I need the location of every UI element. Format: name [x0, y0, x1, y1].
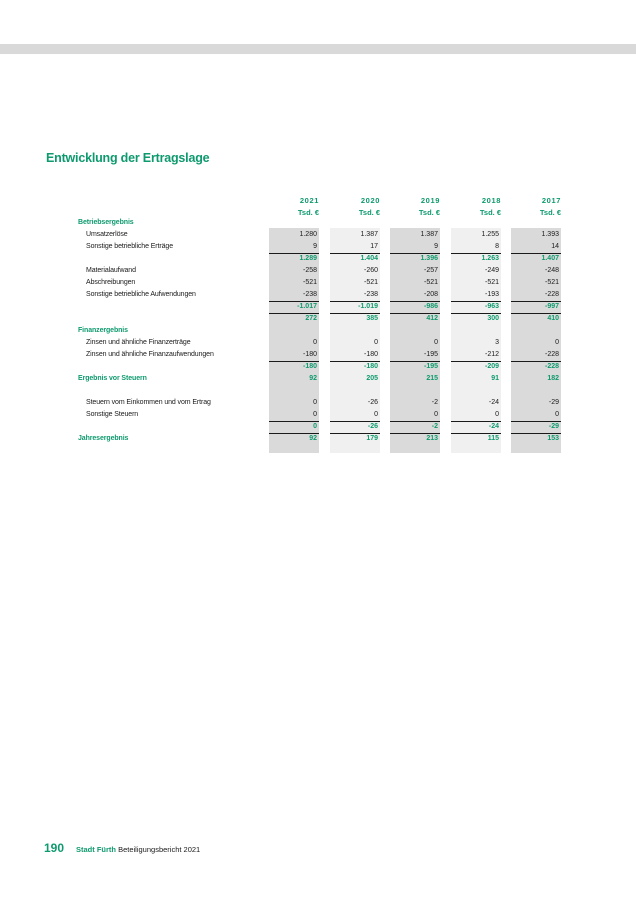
cell-value: 1.407 [541, 255, 559, 262]
table-row [0, 301, 636, 313]
cell-value: -26 [330, 421, 380, 434]
cell-value: -29 [511, 421, 561, 434]
cell-value: -228 [544, 363, 559, 370]
cell-value: -26 [367, 399, 378, 406]
column-year: 2021 [299, 196, 319, 205]
table-row [0, 253, 636, 265]
row-label: Sonstige betriebliche Aufwendungen [86, 291, 196, 298]
row-label: Ergebnis vor Steuern [78, 375, 147, 382]
cell-value: -521 [484, 279, 499, 286]
cell-value: -258 [302, 267, 317, 274]
row-label: Finanzergebnis [78, 327, 128, 334]
cell-value: -521 [544, 279, 559, 286]
cell-value: -248 [544, 267, 559, 274]
cell-value: -228 [511, 289, 561, 302]
cell-value: -1.019 [330, 301, 380, 314]
row-label: Steuern vom Einkommen und vom Ertrag [86, 399, 211, 406]
column-unit: Tsd. € [539, 208, 561, 217]
cell-value: 0 [313, 399, 317, 406]
cell-value: 213 [426, 435, 438, 442]
column-unit: Tsd. € [297, 208, 319, 217]
cell-value: 179 [366, 435, 378, 442]
table-row [0, 409, 636, 421]
cell-value: -257 [423, 267, 438, 274]
table-row [0, 349, 636, 361]
cell-value: -2 [431, 399, 438, 406]
cell-value: 1.263 [481, 255, 499, 262]
cell-value: -1.017 [269, 301, 319, 314]
cell-value: 91 [491, 375, 499, 382]
table-row [0, 313, 636, 325]
footer-text [76, 845, 200, 854]
cell-value: 92 [309, 435, 317, 442]
cell-value: 0 [451, 409, 501, 422]
cell-value: -997 [511, 301, 561, 314]
cell-value: -963 [451, 301, 501, 314]
cell-value: 272 [305, 315, 317, 322]
cell-value: -228 [511, 349, 561, 362]
cell-value: 17 [330, 241, 380, 254]
cell-value: 1.404 [360, 255, 378, 262]
row-label: Zinsen und ähnliche Finanzaufwendungen [86, 351, 214, 358]
cell-value: 0 [390, 409, 440, 422]
cell-value: 182 [547, 375, 559, 382]
cell-value: 0 [269, 409, 319, 422]
cell-value: 14 [511, 241, 561, 254]
page-number: 190 [44, 841, 65, 855]
cell-value: -24 [451, 421, 501, 434]
cell-value: 0 [313, 339, 317, 346]
table-row [0, 361, 636, 373]
cell-value: -29 [548, 399, 559, 406]
cell-value: -195 [423, 363, 438, 370]
footer-report-name: Beteiligungsbericht 2021 [116, 845, 201, 854]
footer-brand: Stadt Fürth [76, 845, 116, 854]
cell-value: 9 [269, 241, 319, 254]
cell-value: 300 [487, 315, 499, 322]
table-row [0, 289, 636, 301]
cell-value: 1.289 [299, 255, 317, 262]
cell-value: -2 [390, 421, 440, 434]
row-label: Sonstige Steuern [86, 411, 139, 418]
column-year: 2019 [420, 196, 440, 205]
cell-value: 8 [451, 241, 501, 254]
cell-value: 385 [366, 315, 378, 322]
column-unit: Tsd. € [358, 208, 380, 217]
cell-value: -208 [390, 289, 440, 302]
cell-value: -986 [390, 301, 440, 314]
cell-value: -212 [451, 349, 501, 362]
cell-value: 1.255 [481, 231, 499, 238]
table-row [0, 277, 636, 289]
table-row [0, 229, 636, 241]
cell-value: 0 [330, 409, 380, 422]
cell-value: 1.387 [360, 231, 378, 238]
cell-value: 205 [366, 375, 378, 382]
column-unit: Tsd. € [418, 208, 440, 217]
cell-value: -521 [302, 279, 317, 286]
cell-value: 215 [426, 375, 438, 382]
table-row [0, 433, 636, 445]
cell-value: 1.396 [420, 255, 438, 262]
cell-value: 153 [547, 435, 559, 442]
cell-value: 410 [547, 315, 559, 322]
cell-value: -24 [488, 399, 499, 406]
cell-value: 0 [434, 339, 438, 346]
row-label: Abschreibungen [86, 279, 136, 286]
page-title: Entwicklung der Ertragslage [46, 151, 210, 165]
table-row [0, 217, 636, 229]
column-year: 2020 [360, 196, 380, 205]
row-label: Sonstige betriebliche Erträge [86, 243, 173, 250]
cell-value: -521 [423, 279, 438, 286]
cell-value: -209 [484, 363, 499, 370]
cell-value: -238 [330, 289, 380, 302]
table-row [0, 325, 636, 337]
column-year: 2017 [541, 196, 561, 205]
cell-value: -260 [363, 267, 378, 274]
cell-value: -193 [451, 289, 501, 302]
row-label: Umsatzerlöse [86, 231, 128, 238]
table-row [0, 397, 636, 409]
column-year: 2018 [481, 196, 501, 205]
cell-value: 9 [390, 241, 440, 254]
table-row [0, 373, 636, 385]
cell-value: 412 [426, 315, 438, 322]
cell-value: 92 [309, 375, 317, 382]
cell-value: 0 [269, 421, 319, 434]
column-unit: Tsd. € [479, 208, 501, 217]
cell-value: -180 [330, 349, 380, 362]
cell-value: -180 [269, 349, 319, 362]
table-row [0, 337, 636, 349]
cell-value: 1.280 [299, 231, 317, 238]
table-row [0, 421, 636, 433]
cell-value: -521 [363, 279, 378, 286]
cell-value: -249 [484, 267, 499, 274]
cell-value: -180 [363, 363, 378, 370]
row-label: Materialaufwand [86, 267, 136, 274]
row-label: Zinsen und ähnliche Finanzerträge [86, 339, 191, 346]
cell-value: -238 [269, 289, 319, 302]
table-row [0, 241, 636, 253]
cell-value: 1.393 [541, 231, 559, 238]
row-label: Betriebsergebnis [78, 219, 134, 226]
top-bar [0, 44, 636, 54]
cell-value: 0 [374, 339, 378, 346]
cell-value: 1.387 [420, 231, 438, 238]
table-row [0, 265, 636, 277]
cell-value: 0 [555, 339, 559, 346]
cell-value: 3 [495, 339, 499, 346]
row-label: Jahresergebnis [78, 435, 129, 442]
cell-value: 115 [487, 435, 499, 442]
cell-value: -180 [302, 363, 317, 370]
cell-value: 0 [511, 409, 561, 422]
cell-value: -195 [390, 349, 440, 362]
table-row [0, 385, 636, 397]
